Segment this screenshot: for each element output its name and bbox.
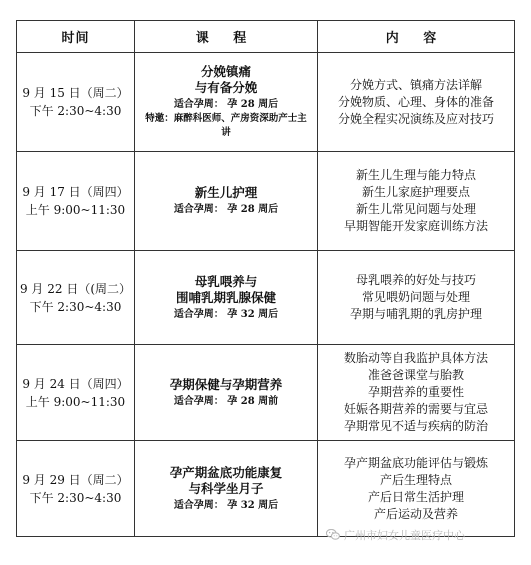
time-text: 下午 2:30~4:30 (29, 299, 122, 314)
content-line: 新生儿家庭护理要点 (361, 185, 470, 199)
time-text: 下午 2:30~4:30 (29, 490, 122, 505)
content-line: 孕产期盆底功能评估与锻炼 (343, 455, 488, 470)
wechat-icon (326, 529, 340, 540)
content-cell (318, 345, 515, 441)
date-text: 9 月 22 日（(周二） (19, 281, 132, 296)
content-line: 新生儿生理与能力特点 (355, 168, 476, 182)
special-guest-text: 特邀：麻醉科医师、产房资深助产士主讲 (145, 113, 307, 138)
table-row (17, 345, 515, 441)
header-course: 课 程 (135, 21, 318, 53)
course-cell (135, 345, 318, 441)
content-line: 分娩物质、心理、身体的准备 (337, 94, 494, 109)
suitable-week-text: 适合孕周： 孕 32 周后 (173, 499, 279, 511)
table-row (17, 53, 515, 152)
content-cell (318, 441, 515, 537)
time-text: 上午 9:00~11:30 (25, 203, 126, 217)
time-text: 下午 2:30~4:30 (29, 104, 122, 118)
course-title-line: 孕期保健与孕期营养 (169, 376, 283, 392)
time-cell (17, 345, 135, 441)
header-content: 内 容 (318, 21, 515, 53)
content-line: 分娩全程实况演练及应对技巧 (337, 111, 494, 126)
date-text: 9 月 17 日（周四） (22, 185, 129, 199)
time-cell (17, 441, 135, 537)
course-title-line: 与科学坐月子 (188, 480, 264, 496)
course-cell (135, 152, 318, 251)
content-line: 常见喂奶问题与处理 (361, 290, 470, 304)
content-cell (318, 53, 515, 152)
watermark (326, 527, 465, 543)
table-header-row (17, 21, 515, 53)
course-title-line: 新生儿护理 (194, 185, 258, 200)
watermark-text: 广州市妇女儿童医疗中心 (344, 529, 465, 542)
content-line: 产后日常生活护理 (367, 489, 464, 504)
content-line: 数胎动等自我监护具体方法 (343, 351, 488, 365)
time-cell (17, 53, 135, 152)
content-line: 新生儿常见问题与处理 (355, 202, 476, 216)
content-line: 孕期与哺乳期的乳房护理 (349, 307, 482, 321)
content-line: 准爸爸课堂与胎教 (367, 368, 464, 382)
suitable-week-text: 适合孕周： 孕 28 周后 (173, 204, 279, 215)
course-title-line: 母乳喂养与 (194, 273, 258, 289)
time-cell (17, 152, 135, 251)
content-line: 孕期常见不适与疾病的防治 (343, 419, 488, 433)
content-line: 早期智能开发家庭训练方法 (343, 219, 488, 233)
table-row (17, 152, 515, 251)
table-row (17, 441, 515, 537)
course-cell (135, 53, 318, 152)
time-text: 上午 9:00~11:30 (25, 394, 126, 409)
suitable-week-text: 适合孕周： 孕 28 周前 (173, 395, 279, 407)
date-text: 9 月 24 日（周四） (22, 376, 129, 391)
content-line: 产后运动及营养 (373, 506, 458, 521)
header-time: 时间 (17, 21, 135, 53)
content-cell (318, 152, 515, 251)
time-cell (17, 251, 135, 345)
content-line: 孕期营养的重要性 (367, 385, 464, 399)
date-text: 9 月 29 日（周二） (22, 472, 129, 487)
content-line: 分娩方式、镇痛方法详解 (349, 77, 482, 92)
course-title-line: 分娩镇痛 (200, 64, 251, 79)
table-row (17, 251, 515, 345)
date-text: 9 月 15 日（周二） (22, 86, 129, 100)
content-line: 妊娠各期营养的需要与宜忌 (343, 402, 488, 416)
course-title-line: 孕产期盆底功能康复 (169, 464, 283, 480)
course-title-line: 与有备分娩 (194, 80, 258, 95)
course-cell (135, 441, 318, 537)
course-schedule-table (16, 20, 515, 537)
suitable-week-text: 适合孕周： 孕 28 周后 (173, 99, 279, 110)
content-line: 产后生理特点 (379, 472, 452, 487)
content-line: 母乳喂养的好处与技巧 (355, 273, 476, 287)
course-title-line: 围哺乳期乳腺保健 (175, 289, 276, 305)
content-cell (318, 251, 515, 345)
course-cell (135, 251, 318, 345)
suitable-week-text: 适合孕周： 孕 32 周后 (173, 308, 279, 320)
